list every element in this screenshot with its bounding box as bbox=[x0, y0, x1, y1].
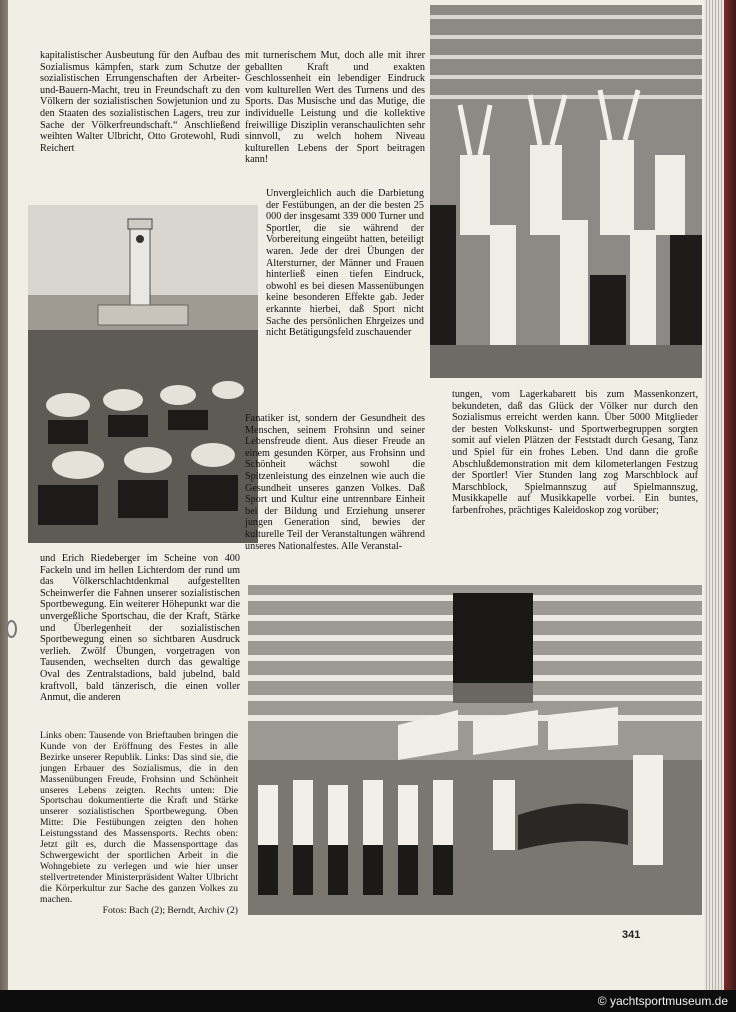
caption-text: Links oben: Tausende von Brieftauben bringen die Kunde von der Eröffnung des Festes in alle Bezirke unserer Republik. Links: Das sind sie, die jungen Erbauer des Sozialismus, die in den Massenübungen Freude, Frohsinn und Schönheit unseres Lebens zeigten. Rechts unten: Die Sportschau dokumentierte die Kraft und Stärke unserer sozialistischen Sportbewegung. Oben Mitte: Die Festübungen zeigten den hohen Leistungsstand des Massensports. Rechts oben: Jetzt gilt es, durch die Massensporttage das Schwergewicht der sportlichen Arbeit in die Wohngebiete zu verlegen und wie hier unser stellvertretender Ministerpräsident Walter Ulbricht die Körperkultur zur Sache des ganzen Volkes zu machen. bbox=[40, 730, 238, 905]
column-2-top-text bbox=[245, 50, 425, 166]
col2-top-paragraph: mit turnerischem Mut, doch alle mit ihrer geballten Kraft und exakten Geschlossenheit ein lebendiger Eindruck vom kulturellen Wert des Turnens und des Sports. Das Musische und das Mutige, die individuelle Leistung und die kollektive freiwillige Disziplin veranschaulichten sehr sinnvoll, zu welch hohem Niveau kulturellen Lebens der Sport beitragen kann! bbox=[245, 50, 425, 166]
column-3-text bbox=[452, 389, 698, 517]
col1-mid-paragraph: und Erich Riedeberger im Scheine von 400 Fackeln und im hellen Lichterdom der rund um das Völkerschlachtdenkmal aufgestellten Scheinwerfer die Fahnen unserer sozialistischen Sportbewegung. Ein weiterer Höhepunkt war die unvergeßliche Sportschau, die der Kraft, Stärke und Überlegenheit der sozialistischen Sportbewegung einen so sichtbaren Ausdruck verlieh. Zwölf Übungen, vorgetragen von Tausenden, wechselten durch das gewaltige Oval des Zentralstadions, bald jubelnd, bald kraftvoll, bald tänzerisch, die einen voller Anmut, die anderen bbox=[40, 553, 240, 704]
photo-stadium-tower-exercises bbox=[28, 205, 258, 543]
photo-credit: Fotos: Bach (2); Berndt, Archiv (2) bbox=[102, 904, 238, 916]
col3-paragraph: tungen, vom Lagerkabarett bis zum Massenkonzert, bekundeten, daß das Glück der Völker nur durch den Sozialismus erreicht werden kann. Über 5000 Mitglieder der besten Volkskunst- und Sportwerbegruppen sorgten somit auf vielen Plätzen der Feststadt durch Gesang, Tanz und Spiel für ein frohes Leben. Und dann die große Abschlußdemonstration mit dem kilometerlangen Festzug der Sportler! Vier Stunden lang zog Marschblock auf Marschblock, Spielmannszug auf Spielmannszug, Musikkapelle auf Musikkapelle vorbei. Ein buntes, farbenfrohes, prächtiges Kaleidoskop zog vorüber; bbox=[452, 389, 698, 516]
column-1-top-text bbox=[40, 50, 240, 154]
col2-mid-paragraph: Unvergleichlich auch die Darbietung der Festübungen, an der die besten 25 000 der insgesamt 339 000 Turner und Sportler, die sie während der Vorbereitung eingeübt hatten, beteiligt waren. Jede der drei Übungen der Altersturner, der Männer und Frauen hinterließ einen tiefen Eindruck, obwohl es bei diesen Massenübungen keine besonderen Effekte gab. Jeder erkannte hierbei, daß Sport nicht Sache des persönlichen Ehrgeizes und nicht Betätigungsfeld zuschauender bbox=[266, 188, 424, 339]
column-2-mid-text bbox=[266, 188, 424, 339]
binding-ring bbox=[6, 620, 17, 638]
col2-bottom-paragraph: Fanatiker ist, sondern der Gesundheit des Menschen, seinem Frohsinn und seiner Lebensfreude dient. Aus dieser Freude an einem gesunden Körper, aus Frohsinn und Schönheit wächst sowohl die Spitzenleistung des einzelnen wie auch die Gesundheit unseres ganzen Volkes. Daß Sport und Kultur eine untrennbare Einheit bei der Bildung und Erziehung unserer jungen Generation sind, bewies der kulturelle Teil der Veranstaltungen während unseres Nationalfestes. Alle Veranstal- bbox=[245, 413, 425, 552]
page-number: 341 bbox=[622, 929, 641, 941]
photo-caption bbox=[40, 731, 238, 916]
watermark-credit: © yachtsportmuseum.de bbox=[597, 994, 728, 1008]
book-page-edges bbox=[704, 0, 736, 990]
photo-men-exercising bbox=[430, 5, 702, 378]
column-2-bottom-text bbox=[245, 413, 425, 552]
column-1-mid-text bbox=[40, 553, 240, 704]
photo-flag-parade bbox=[248, 585, 702, 915]
col1-top-paragraph: kapitalistischer Ausbeutung für den Aufbau des Sozialismus kämpfen, stark zum Schutze der sozialistischen Errungenschaften der Arbeiter-und-Bauern-Macht, treu in Freundschaft zu den Völkern der sozialistischen Sowjetunion und zu den Staaten des sozialistischen Lagers, treu zur Sache der Völkerfreundschaft.“ Anschließend weihten Walter Ulbricht, Otto Grotewohl, Rudi Reichert bbox=[40, 50, 240, 154]
